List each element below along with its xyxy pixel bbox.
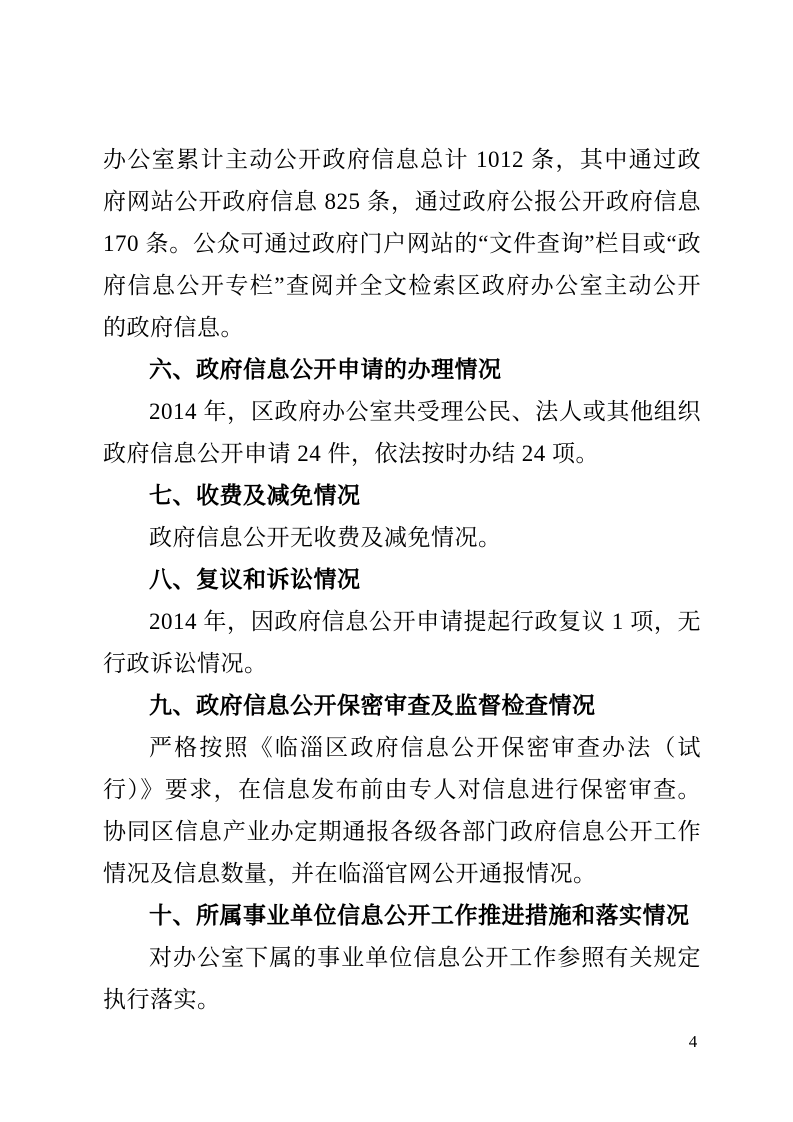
- paragraph: 对办公室下属的事业单位信息公开工作参照有关规定执行落实。: [103, 945, 701, 1012]
- paragraph: 政府信息公开无收费及减免情况。: [149, 525, 502, 550]
- section-heading: 九、政府信息公开保密审查及监督检查情况: [149, 693, 596, 718]
- paragraph: 2014 年，因政府信息公开申请提起行政复议 1 项，无行政诉讼情况。: [103, 609, 701, 676]
- section-heading: 七、收费及减免情况: [149, 483, 361, 508]
- document-content: [103, 139, 701, 1021]
- section-heading: 八、复议和诉讼情况: [149, 567, 361, 592]
- section-heading: 十、所属事业单位信息公开工作推进措施和落实情况: [149, 903, 690, 928]
- paragraph: 2014 年，区政府办公室共受理公民、法人或其他组织政府信息公开申请 24 件，依法按时办结 24 项。: [103, 399, 701, 466]
- section-heading: 六、政府信息公开申请的办理情况: [149, 357, 502, 382]
- paragraph: 办公室累计主动公开政府信息总计 1012 条，其中通过政府网站公开政府信息 825 条，通过政府公报公开政府信息 170 条。公众可通过政府门户网站的“文件查询”栏目或“政府信息公开专栏”查阅并全文检索区政府办公室主动公开的政府信息。: [103, 147, 701, 340]
- paragraph: 严格按照《临淄区政府信息公开保密审查办法（试行）》要求，在信息发布前由专人对信息进行保密审查。协同区信息产业办定期通报各级各部门政府信息公开工作情况及信息数量，并在临淄官网公开通报情况。: [103, 735, 701, 886]
- page-number: 4: [688, 1032, 698, 1051]
